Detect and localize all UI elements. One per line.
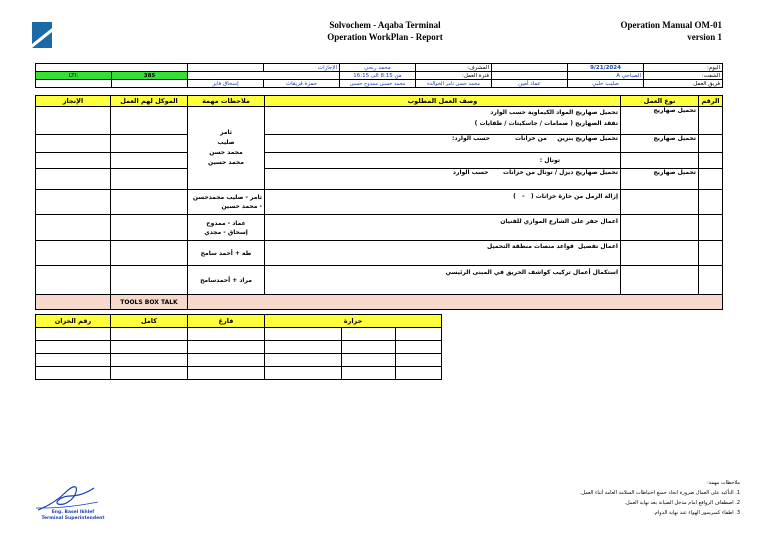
team-member: عماد أمين: [492, 80, 568, 88]
table-row: [36, 367, 442, 380]
description-cell: اعمال حفر على الشارع الموازي للفنيان: [265, 215, 621, 241]
notes-cell: مراد + أحمدسامح: [188, 266, 265, 295]
table-row: [36, 153, 723, 169]
col-done: الإنجاز: [36, 96, 111, 107]
table-row: [36, 169, 723, 190]
description-cell: [265, 107, 621, 135]
tank-table: [35, 314, 442, 380]
period-label: فترة العمل:: [416, 72, 492, 80]
team-member-name: ثامر الخوالدة: [427, 80, 454, 87]
team-member: [416, 80, 492, 88]
important-notes: [480, 478, 740, 518]
note-line: محمد حسن: [209, 149, 243, 156]
signature-block: [28, 510, 118, 522]
col-assigned: الموكل لهم العمل: [111, 96, 188, 107]
team-member: إسحاق فايز: [188, 80, 264, 88]
note-item: 2. اصطفاف الروافع امام مدخل الصيانة بعد نهاية العمل.: [624, 500, 740, 506]
table-row: [36, 328, 442, 341]
work-type-cell: تحميل صهاريج: [621, 135, 699, 153]
note-line: ثامر - صليب محمدحسن: [192, 194, 262, 201]
description-cell: تحميل صهاريج بنزين من خزانات حسب الوارد:: [265, 135, 621, 153]
note-line: عماد - ممدوح: [206, 219, 246, 227]
manual-info: [600, 19, 722, 43]
toolbox-label: TOOLS BOX TALK: [111, 295, 188, 310]
desc-line: تفقد الصهاريج ( صمامات / جاسكيتات / طفايات ): [474, 120, 618, 127]
table-row: [36, 266, 723, 295]
col-work-type: نوع العمل: [621, 96, 699, 107]
desc-line: تحميل صهاريج المواد الكيماوية حسب الوارد: [490, 109, 618, 116]
note-line: إسحاق - مجدي: [204, 228, 248, 236]
col-temperature: حرارة: [265, 315, 442, 328]
leaves-label: الإجازات: [264, 64, 340, 72]
table-row: [36, 190, 723, 215]
col-description: وصف العمل المطلوب: [265, 96, 621, 107]
toolbox-row: [36, 295, 723, 310]
work-type-cell: [621, 153, 699, 169]
team-member: حمزة قريقات: [264, 80, 340, 88]
period-value: من 8:15 الى 16:15: [340, 72, 416, 80]
notes-cell: [188, 190, 265, 215]
signer-title: Terminal Superintendent: [41, 516, 105, 521]
work-type-cell: تحميل صهاريج: [621, 169, 699, 190]
shift-label: الشفت:: [644, 72, 723, 80]
table-row: [36, 215, 723, 241]
col-notes: ملاحظات مهمة: [188, 96, 265, 107]
signer-name: Eng. Basel Ikhlef: [51, 510, 95, 515]
company-logo: [32, 22, 52, 48]
team-member: صليب حلبي: [568, 80, 644, 88]
manual-number: Operation Manual OM-01: [620, 20, 722, 30]
work-table-header: [36, 96, 723, 107]
work-table: [35, 95, 723, 310]
notes-cell: طه + أحمد سامح: [188, 241, 265, 266]
notes-cell: [188, 215, 265, 241]
col-tank-number: رقم الخزان: [36, 315, 111, 328]
table-row: [36, 354, 442, 367]
team-member-name: محمد حسن: [455, 80, 480, 87]
col-number: الرقم: [699, 96, 723, 107]
team-member-name: محمد حسين: [379, 80, 406, 87]
col-full: كامل: [111, 315, 188, 328]
description-cell: استكمال أعمال تركيب كواشف الحريق في المبنى الرئيسي: [265, 266, 621, 295]
col-empty: فارغ: [188, 315, 265, 328]
company-title: Solvochem - Aqaba Terminal: [329, 20, 441, 30]
note-line: محمد حسين: [208, 159, 244, 166]
description-cell: تونال :: [265, 153, 621, 169]
description-cell: اعمال تفصيل قواعد منصات منطقة التحميل: [265, 241, 621, 266]
description-cell: تحميل صهاريج ديزل / تونال من خزانات حسب الوارد: [265, 169, 621, 190]
description-cell: إزالة الرمل من حارة خزانات ( - ): [265, 190, 621, 215]
team-member-name: ممدوح حسين: [349, 80, 378, 87]
notes-title: ملاحظات مهمة:: [707, 480, 740, 486]
note-item: 3. اطفاء كمبرسور الهواء عند نهاية الدوام.: [653, 510, 740, 516]
manual-version: version 1: [687, 32, 722, 42]
report-title: Operation WorkPlan - Report: [327, 32, 443, 42]
supervisor-value: محمد ربحي: [340, 64, 416, 72]
supervisor-label: المشرف:: [416, 64, 492, 72]
date-value: 9/21/2024: [568, 64, 644, 72]
notes-cell: [188, 107, 265, 190]
team-member: [340, 80, 416, 88]
note-item: 1. التأكيد على العمال ضرورة اتخاذ جميع احتياطات السلامة العامة أثناء العمل.: [579, 490, 740, 496]
note-line: ثامر: [220, 129, 232, 136]
table-row: [36, 107, 723, 135]
team-label: فريق العمل: [644, 80, 723, 88]
shift-value: الصباحي A: [568, 72, 644, 80]
table-row: [36, 241, 723, 266]
lti-label: LTI:: [36, 72, 112, 80]
document-header: [260, 19, 510, 43]
note-line: - محمد حسين: [221, 203, 262, 210]
work-type-cell: تحميل صهاريج: [621, 107, 699, 135]
table-row: [36, 135, 723, 153]
table-row: [36, 341, 442, 354]
info-table: [35, 63, 723, 88]
lti-value: 385: [112, 72, 188, 80]
tank-table-header: [36, 315, 442, 328]
day-label: اليوم:: [644, 64, 723, 72]
note-line: صليب: [217, 139, 235, 146]
